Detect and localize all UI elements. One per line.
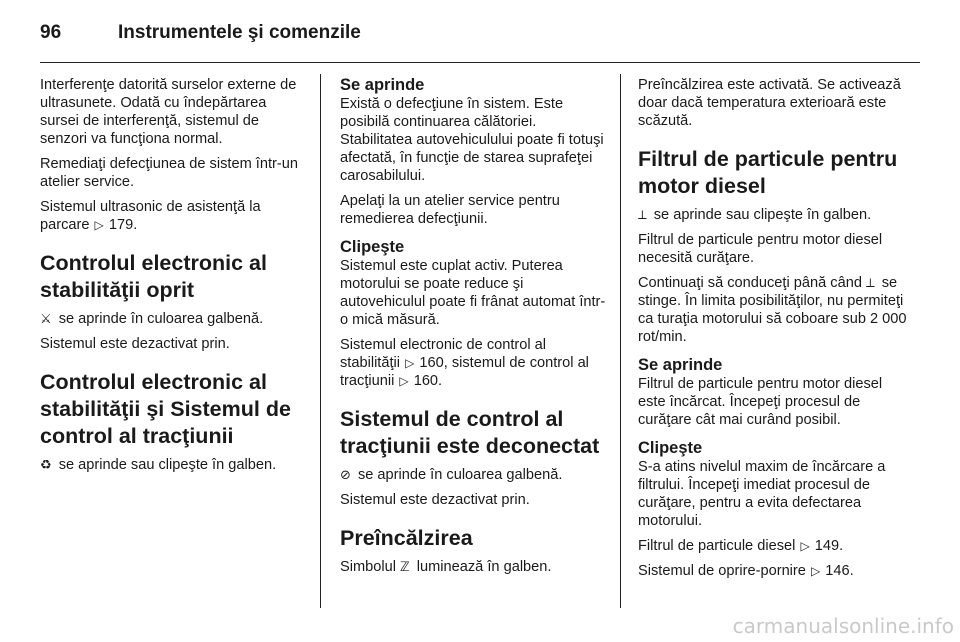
- header-rule: [40, 62, 920, 63]
- paragraph: Remediaţi defecţiunea de sistem într-un atelier service.: [40, 156, 298, 190]
- traction-control-off-icon: ⊘: [340, 467, 351, 482]
- paragraph: Există o defecţiune în sistem. Este posibilă continuarea călătoriei. Stabilitatea autovehiculului poate fi totuşi afectată, în funcţie de starea suprafeţei carosabilului.: [340, 96, 604, 184]
- paragraph: Filtrul de particule pentru motor diesel este încărcat. Începeţi procesul de curăţare cât mai curând posibil.: [638, 376, 883, 428]
- paragraph: Sistemul electronic de control al stabilităţii ▷ 160, sistemul de control al tracţiunii ▷ 160.: [340, 337, 589, 389]
- subheading: Clipeşte: [638, 439, 703, 457]
- paragraph: ⊘ se aprinde în culoarea galbenă.: [340, 467, 563, 483]
- page-reference-arrow-icon: ▷: [810, 564, 821, 578]
- paragraph: Sistemul este dezactivat prin.: [40, 336, 230, 352]
- page-title: Instrumentele şi comenzile: [118, 22, 361, 43]
- page-reference-arrow-icon: ▷: [94, 218, 104, 232]
- glow-plug-icon: ℤ: [400, 559, 410, 574]
- paragraph: Sistemul este dezactivat prin.: [340, 492, 530, 508]
- section-heading: Controlul electronic al stabilităţii şi Sistemul de control al tracţiunii: [40, 370, 291, 448]
- paragraph: Filtrul de particule diesel ▷ 149.: [638, 538, 844, 554]
- paragraph: Simbolul ℤ luminează în galben.: [340, 559, 552, 575]
- subheading: Clipeşte: [340, 238, 405, 256]
- paragraph: S-a atins nivelul maxim de încărcare a filtrului. Începeţi imediat procesul de curăţare, pentru a evita defectarea motorului.: [638, 459, 886, 529]
- watermark: carmanualsonline.info: [732, 614, 954, 638]
- paragraph: Interferenţe datorită surselor externe de ultrasunete. Odată cu îndepărtarea sursei de interferenţă, sistemul de senzori va funcţiona normal.: [40, 77, 297, 147]
- subheading: Se aprinde: [340, 76, 425, 94]
- section-heading: Filtrul de particule pentru motor diesel: [638, 147, 898, 198]
- page-reference-arrow-icon: ▷: [800, 539, 810, 553]
- esc-off-warning-icon: ⚔: [40, 311, 52, 326]
- column-1: [40, 76, 306, 481]
- diesel-particle-filter-icon: ⟂: [638, 207, 647, 222]
- paragraph: Sistemul de oprire-pornire ▷ 146.: [638, 563, 854, 579]
- paragraph: Filtrul de particule pentru motor diesel necesită curăţare.: [638, 232, 883, 266]
- column-divider-1: [320, 74, 321, 608]
- page-reference-arrow-icon: ▷: [405, 356, 415, 370]
- column-3: [638, 76, 910, 587]
- section-heading: Sistemul de control al tracţiunii este deconectat: [340, 407, 600, 458]
- subheading: Se aprinde: [638, 356, 723, 374]
- paragraph: ⟂ se aprinde sau clipeşte în galben.: [638, 207, 872, 223]
- page-header: [40, 22, 920, 46]
- paragraph: ♻ se aprinde sau clipeşte în galben.: [40, 457, 277, 473]
- paragraph: Sistemul ultrasonic de asistenţă la parcare ▷ 179.: [40, 199, 261, 233]
- section-heading: Controlul electronic al stabilităţii oprit: [40, 251, 267, 302]
- paragraph: Apelaţi la un atelier service pentru remedierea defecţiunii.: [340, 193, 560, 227]
- page-number: 96: [40, 22, 62, 43]
- page-reference: 179.: [108, 217, 138, 233]
- diesel-particle-filter-icon: ⟂: [866, 275, 875, 290]
- section-heading: Preîncălzirea: [340, 526, 473, 550]
- column-2: [340, 76, 606, 583]
- esc-skid-car-icon: ♻: [40, 457, 52, 472]
- page-reference-arrow-icon: ▷: [399, 374, 409, 388]
- paragraph: Sistemul este cuplat activ. Puterea motorului se poate reduce şi autovehiculul poate fi frânat automat într-o mică măsură.: [340, 258, 606, 328]
- column-divider-2: [620, 74, 621, 608]
- paragraph: ⚔ se aprinde în culoarea galbenă.: [40, 311, 264, 327]
- paragraph: Preîncălzirea este activată. Se activează doar dacă temperatura exterioară este scăzută.: [638, 77, 901, 129]
- paragraph: Continuaţi să conduceţi până când ⟂ se stinge. În limita posibilităţilor, nu permiteţi ca turaţia motorului să coboare sub 2 000 rot/min.: [638, 275, 907, 345]
